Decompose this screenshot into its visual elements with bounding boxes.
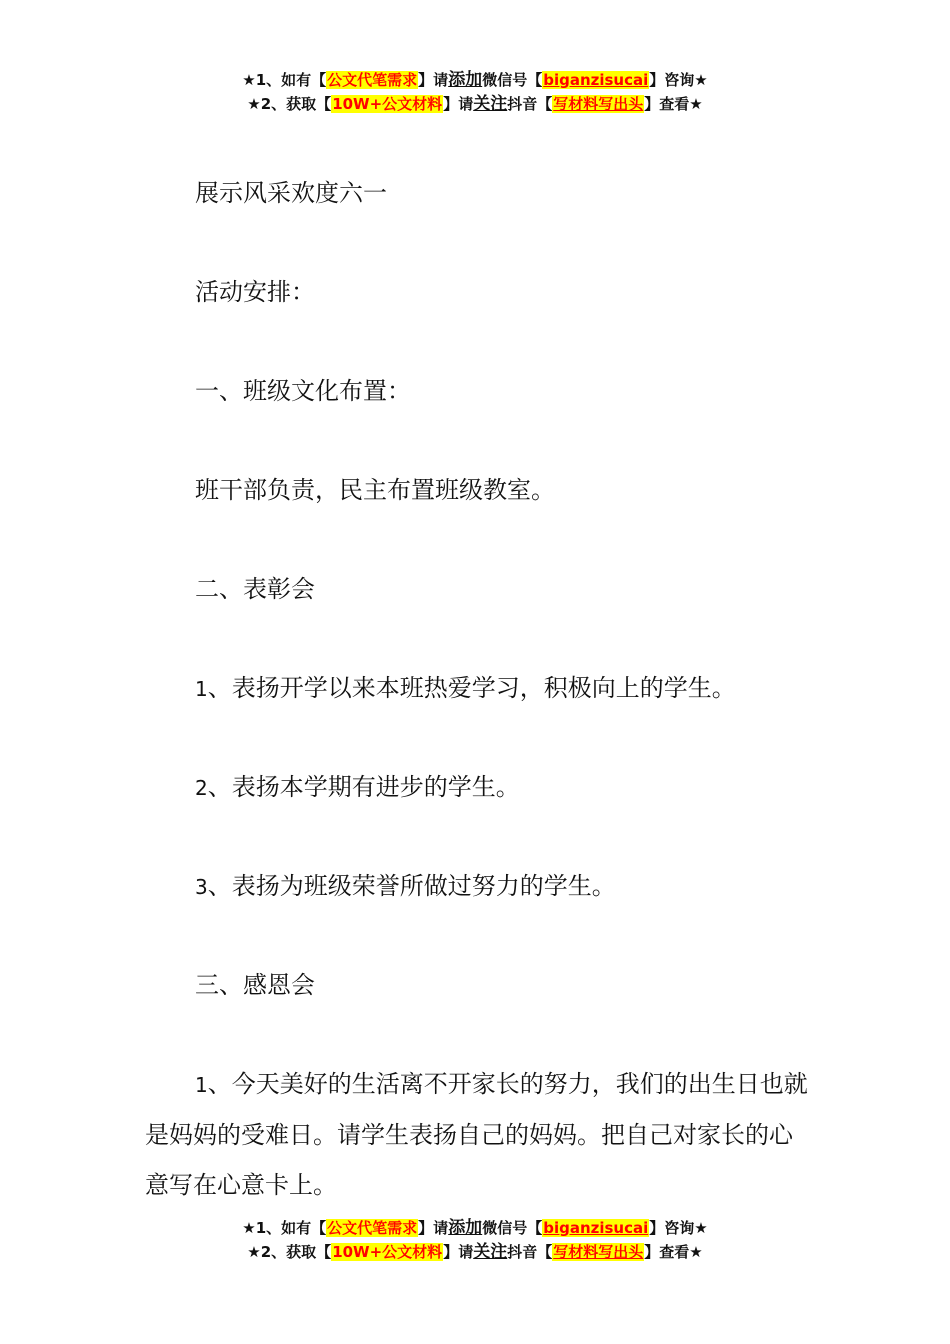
banner-text: 微信号【: [482, 1219, 543, 1237]
banner-text: 微信号【: [482, 71, 543, 89]
highlight-douyin: 写材料写出头: [553, 1243, 644, 1261]
banner-line-2: [0, 92, 950, 116]
document-title: 展示风采欢度六一: [195, 179, 387, 207]
star-icon: ★: [242, 71, 256, 89]
highlight-service: 公文代笔需求: [327, 1219, 418, 1237]
banner-text: 1、如有【: [255, 1219, 327, 1237]
highlight-materials: 10W+公文材料: [332, 1243, 443, 1261]
list-item: [145, 1059, 815, 1210]
section-heading: 活动安排：: [195, 278, 315, 306]
highlight-wechat-id: biganzisucai: [543, 71, 649, 89]
list-text: 、表扬为班级荣誉所做过努力的学生。: [207, 872, 616, 900]
banner-emphasis: 关注: [473, 1242, 508, 1262]
list-text: 、今天美好的生活离不开家长的努力，我们的出生日也就是妈妈的受难日。请学生表扬自己的妈妈。把自己对家长的心意写在心意卡上。: [145, 1070, 808, 1199]
star-icon: ★: [689, 1243, 703, 1261]
footer-banner: [0, 1216, 950, 1264]
banner-text: 】咨询: [649, 71, 695, 89]
banner-text: 】请: [443, 95, 474, 113]
list-number: 1: [195, 677, 208, 701]
star-icon: ★: [247, 95, 261, 113]
highlight-wechat-id: biganzisucai: [543, 1219, 649, 1237]
banner-emphasis: 添加: [448, 70, 483, 90]
banner-line-1: [0, 1216, 950, 1240]
list-text: 、表扬开学以来本班热爱学习，积极向上的学生。: [207, 674, 736, 702]
banner-text: 】请: [418, 71, 449, 89]
star-icon: ★: [242, 1219, 256, 1237]
highlight-service: 公文代笔需求: [327, 71, 418, 89]
banner-emphasis: 关注: [473, 94, 508, 114]
document-body: [145, 168, 815, 1210]
banner-emphasis: 添加: [448, 1218, 483, 1238]
section-heading: 一、班级文化布置：: [195, 377, 411, 405]
star-icon: ★: [689, 95, 703, 113]
banner-text: 】查看: [644, 95, 690, 113]
banner-text: 】查看: [644, 1243, 690, 1261]
star-icon: ★: [694, 71, 708, 89]
section-heading: 三、感恩会: [195, 971, 315, 999]
star-icon: ★: [247, 1243, 261, 1261]
list-number: 3: [195, 875, 208, 899]
banner-text: 2、获取【: [260, 95, 332, 113]
banner-line-2: [0, 1240, 950, 1264]
header-banner: [0, 68, 950, 116]
section-heading: 二、表彰会: [195, 575, 315, 603]
paragraph: 班干部负责，民主布置班级教室。: [195, 476, 555, 504]
banner-text: 抖音【: [507, 95, 553, 113]
banner-text: 2、获取【: [260, 1243, 332, 1261]
list-item: [145, 861, 815, 911]
banner-line-1: [0, 68, 950, 92]
star-icon: ★: [694, 1219, 708, 1237]
banner-text: 1、如有【: [255, 71, 327, 89]
banner-text: 】请: [418, 1219, 449, 1237]
banner-text: 抖音【: [507, 1243, 553, 1261]
highlight-douyin: 写材料写出头: [553, 95, 644, 113]
list-item: [145, 762, 815, 812]
highlight-materials: 10W+公文材料: [332, 95, 443, 113]
banner-text: 】咨询: [649, 1219, 695, 1237]
list-number: 2: [195, 776, 208, 800]
banner-text: 】请: [443, 1243, 474, 1261]
list-number: 1: [195, 1073, 208, 1097]
list-text: 、表扬本学期有进步的学生。: [207, 773, 520, 801]
list-item: [145, 663, 815, 713]
